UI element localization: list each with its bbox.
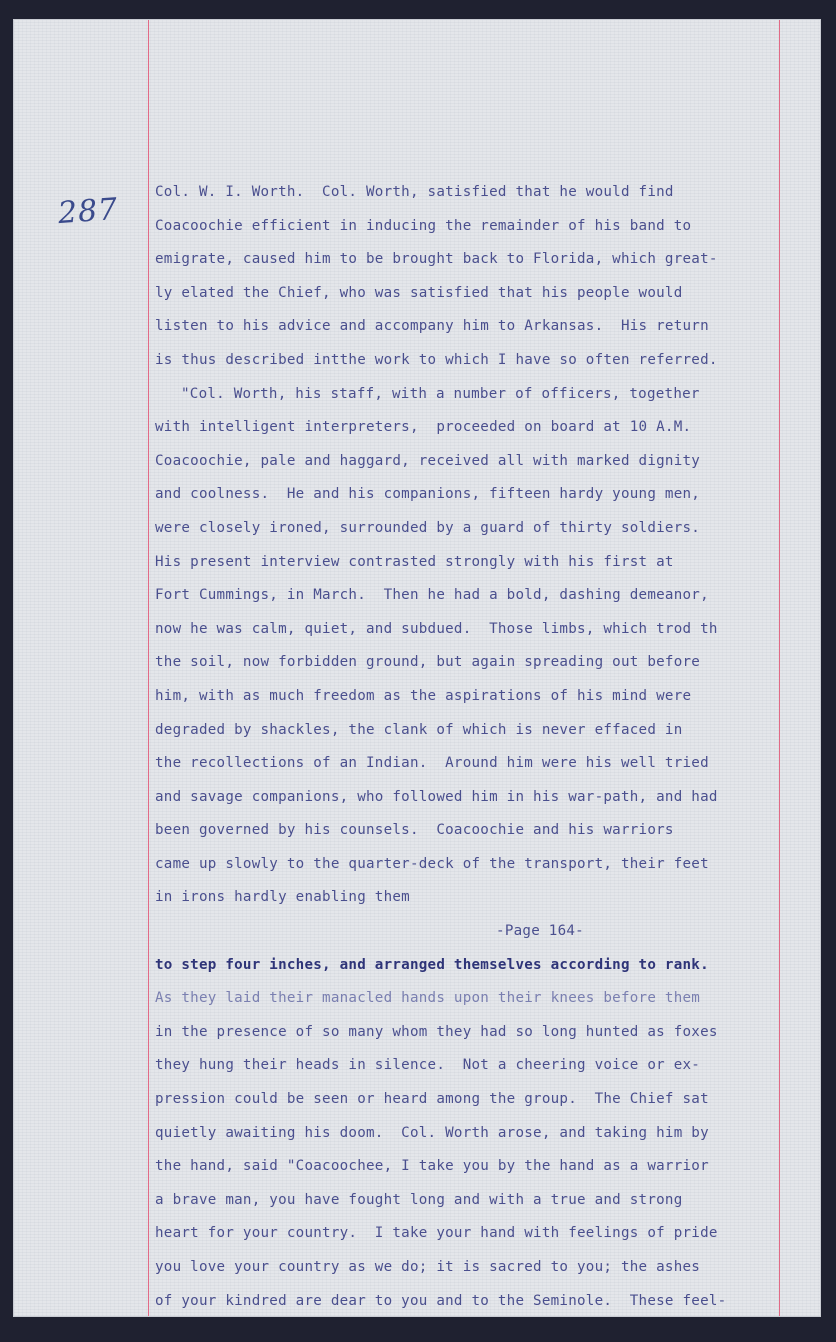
text-line: is thus described intthe work to which I have so often referred. bbox=[155, 351, 718, 368]
text-line: listen to his advice and accompany him to Arkansas. His return bbox=[155, 318, 709, 335]
text-line: Fort Cummings, in March. Then he had a bold, dashing demeanor, bbox=[155, 587, 709, 604]
text-line: and coolness. He and his companions, fifteen hardy young men, bbox=[155, 486, 701, 503]
text-line: him, with as much freedom as the aspirations of his mind were bbox=[155, 687, 692, 704]
text-line: were closely ironed, surrounded by a guard of thirty soldiers. bbox=[155, 519, 701, 536]
text-line: Col. W. I. Worth. Col. Worth, satisfied that he would find bbox=[155, 184, 674, 200]
typed-text-body bbox=[155, 176, 815, 1318]
text-line: of your kindred are dear to you and to the Seminole. These feel- bbox=[155, 1292, 727, 1309]
text-line: been governed by his counsels. Coacoochie and his warriors bbox=[155, 822, 674, 839]
text-line: degraded by shackles, the clank of which is never effaced in bbox=[155, 721, 683, 738]
text-line: the hand, said "Coacoochee, I take you by the hand as a warrior bbox=[155, 1158, 709, 1175]
text-line: Coacoochie efficient in inducing the remainder of his band to bbox=[155, 217, 692, 234]
text-line: a brave man, you have fought long and with a true and strong bbox=[155, 1191, 683, 1208]
text-line: "Col. Worth, his staff, with a number of officers, together bbox=[181, 385, 700, 402]
handwritten-page-number: 287 bbox=[56, 191, 120, 232]
page-marker: -Page 164- bbox=[496, 923, 584, 940]
left-margin-rule bbox=[148, 20, 149, 1316]
text-line: to step four inches, and arranged themselves according to rank. bbox=[155, 956, 709, 973]
text-line: heart for your country. I take your hand with feelings of pride bbox=[155, 1225, 718, 1242]
text-line: the recollections of an Indian. Around him were his well tried bbox=[155, 755, 709, 772]
text-line: pression could be seen or heard among the group. The Chief sat bbox=[155, 1091, 709, 1108]
text-line: Coacoochie, pale and haggard, received all with marked dignity bbox=[155, 452, 701, 469]
text-line: you love your country as we do; it is sacred to you; the ashes bbox=[155, 1259, 701, 1275]
text-line: they hung their heads in silence. Not a cheering voice or ex- bbox=[155, 1057, 701, 1074]
text-line: emigrate, caused him to be brought back to Florida, which great- bbox=[155, 251, 718, 268]
text-line: and savage companions, who followed him in his war-path, and had bbox=[155, 788, 718, 805]
text-line: the soil, now forbidden ground, but again spreading out before bbox=[155, 654, 701, 671]
text-line: quietly awaiting his doom. Col. Worth arose, and taking him by bbox=[155, 1124, 709, 1141]
text-line: in irons hardly enabling them bbox=[155, 889, 410, 906]
text-line: came up slowly to the quarter-deck of the transport, their feet bbox=[155, 855, 709, 872]
text-line: with intelligent interpreters, proceeded on board at 10 A.M. bbox=[155, 419, 692, 436]
text-line: in the presence of so many whom they had so long hunted as foxes bbox=[155, 1023, 718, 1040]
text-line: ly elated the Chief, who was satisfied that his people would bbox=[155, 284, 683, 301]
text-line: As they laid their manacled hands upon their knees before them bbox=[155, 990, 701, 1007]
typed-page bbox=[14, 20, 820, 1316]
text-line: His present interview contrasted strongly with his first at bbox=[155, 553, 674, 570]
text-line: now he was calm, quiet, and subdued. Those limbs, which trod th bbox=[155, 620, 718, 637]
